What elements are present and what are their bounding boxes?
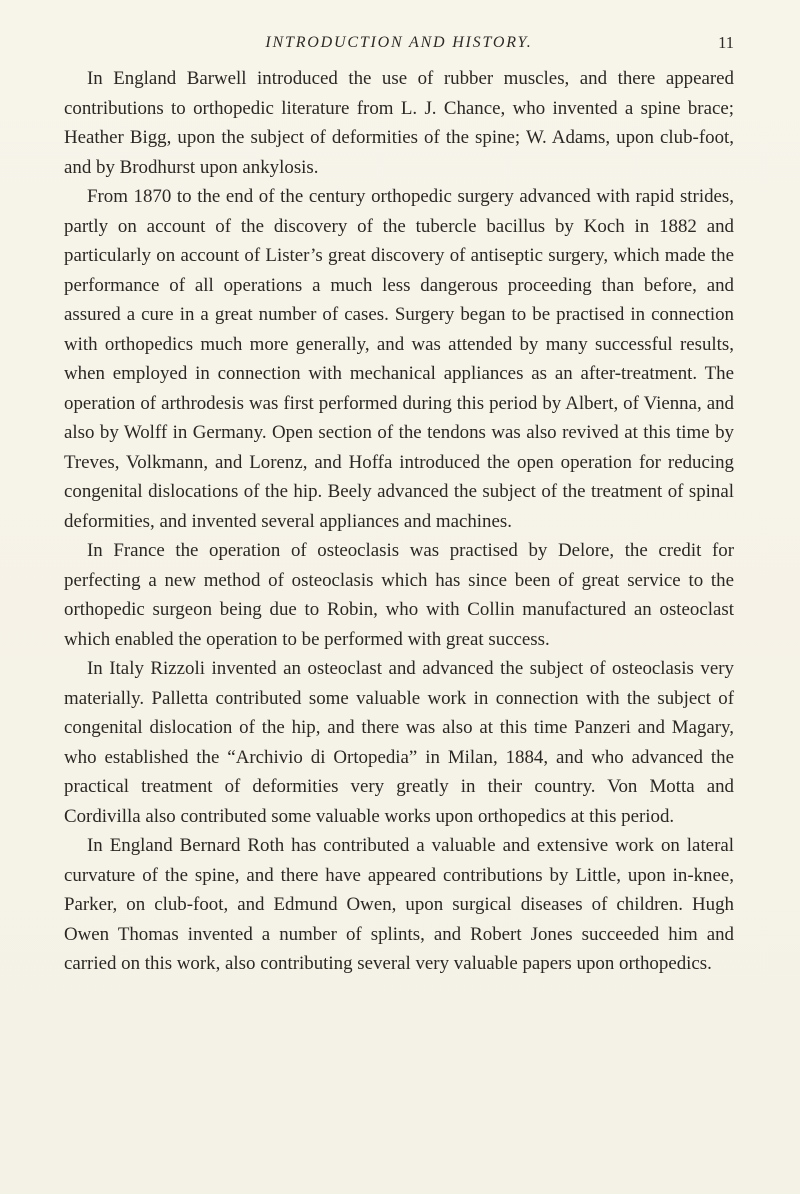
running-title: INTRODUCTION AND HISTORY. (265, 34, 533, 51)
paragraph-italy-rizzoli: In Italy Rizzoli invented an osteoclast and advanced the subject of osteoclasis very materially. Palletta contributed some valuable work in connection with the subject of congenital dislocation of the hip, and there was also at this time Panzeri and Magary, who established the “Archivio di Ortopedia” in Milan, 1884, and who advanced the practical treatment of deformities very greatly in their country. Von Motta and Cordivilla also contributed some valuable works upon orthopedics at this period. (64, 658, 734, 827)
paragraph-1870-century: From 1870 to the end of the century orthopedic surgery advanced with rapid strides, partly on account of the discovery of the tubercle bacillus by Koch in 1882 and particularly on account of Lister’s great discovery of antiseptic surgery, which made the performance of all operations a much less dangerous proceeding than before, and assured a cure in a great number of cases. Surgery began to be practised in connection with orthopedics much more generally, and was attended by many successful results, when employed in connection with mechanical appliances as an after-treatment. The operation of arthrodesis was first performed during this period by Albert, of Vienna, and also by Wolff in Germany. Open section of the tendons was also revived at this time by Treves, Volkmann, and Lorenz, and Hoffa introduced the open operation for reducing congenital dislocations of the hip. Beely advanced the subject of the treatment of spinal deformities, and invented several appliances and machines. (64, 186, 734, 532)
paragraph-england-roth: In England Bernard Roth has contributed a valuable and extensive work on lateral curvature of the spine, and there have appeared contributions by Little, upon in-knee, Parker, on club-foot, and Edmund Owen, upon surgical diseases of children. Hugh Owen Thomas invented a number of splints, and Robert Jones succeeded him and carried on this work, also contributing several very valuable papers upon orthopedics. (64, 835, 734, 974)
page-number: 11 (718, 33, 734, 52)
paragraph-france-osteoclasis: In France the operation of osteoclasis was practised by Delore, the credit for perfecting a new method of osteoclasis which has since been of great service to the orthopedic surgeon being due to Robin, who with Collin manufactured an osteoclast which enabled the operation to be performed with great success. (64, 540, 734, 650)
running-head (64, 32, 734, 54)
paragraph-england-barwell: In England Barwell introduced the use of rubber muscles, and there appeared contributions to orthopedic literature from L. J. Chance, who invented a spine brace; Heather Bigg, upon the subject of deformities of the spine; W. Adams, upon club-foot, and by Brodhurst upon ankylosis. (64, 68, 734, 178)
body-text (64, 64, 734, 979)
